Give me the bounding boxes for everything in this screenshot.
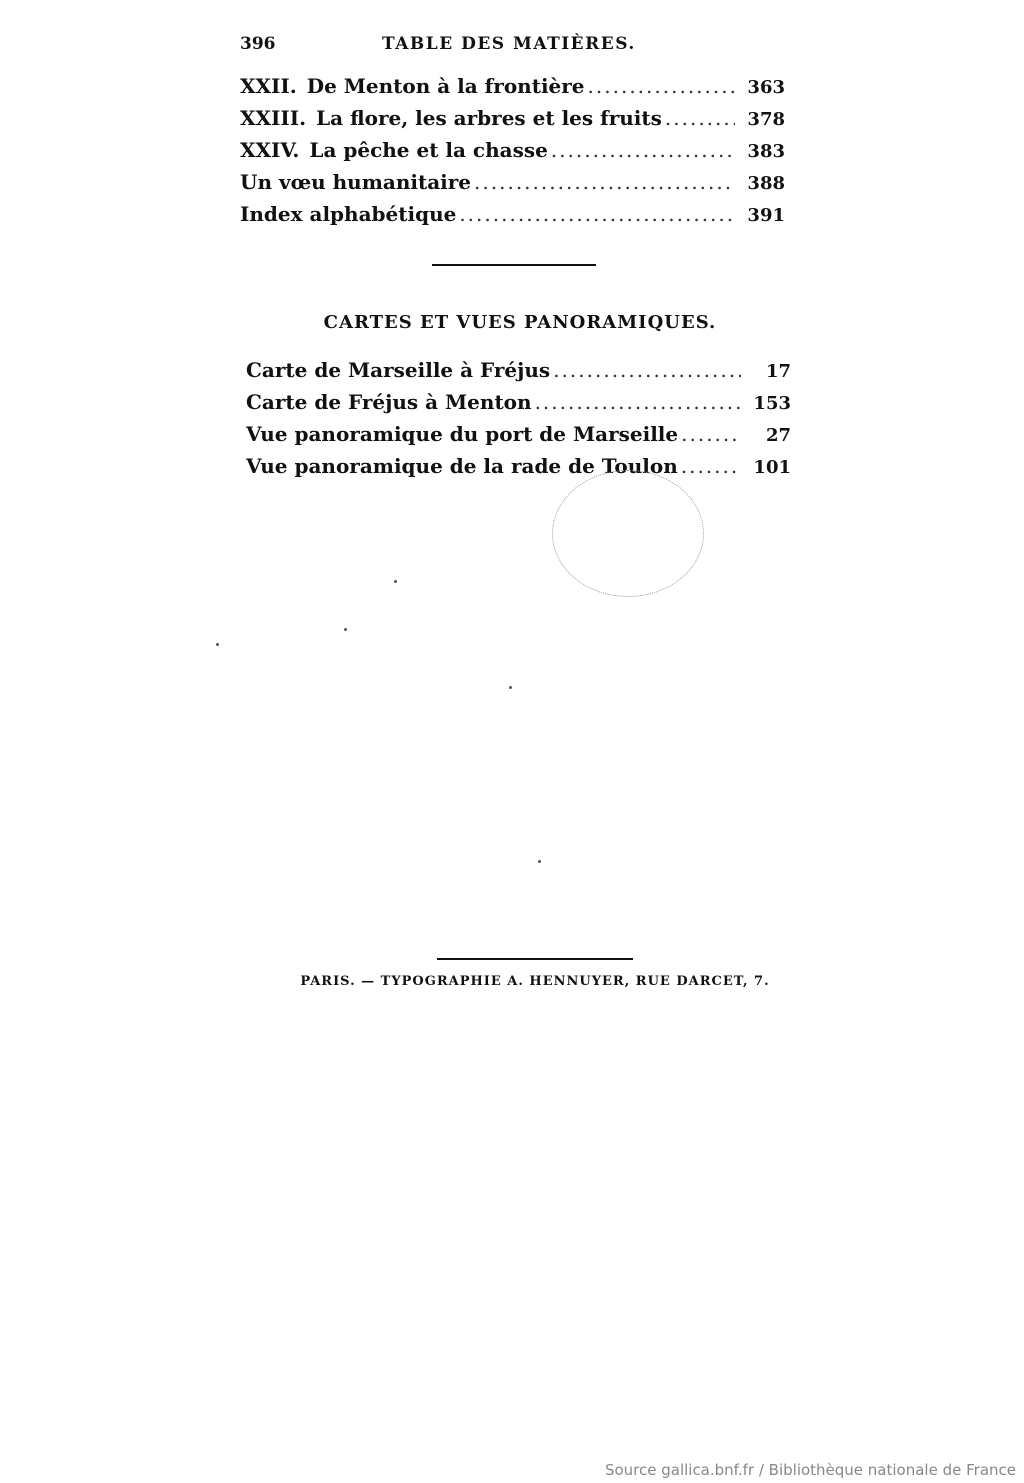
toc-entry xyxy=(240,106,785,138)
toc-entry xyxy=(240,170,785,202)
dot-leader xyxy=(535,390,741,414)
map-title: Vue panoramique de la rade de Toulon xyxy=(246,454,678,478)
toc-entry xyxy=(240,74,785,106)
map-title: Vue panoramique du port de Marseille xyxy=(246,422,679,446)
page-number: 396 xyxy=(240,34,276,54)
imprint-rule xyxy=(437,958,633,960)
running-title: TABLE DES MATIÈRES. xyxy=(382,34,636,54)
chapter-title: De Menton à la frontière xyxy=(306,74,585,98)
map-title: Carte de Marseille à Fréjus xyxy=(246,358,551,382)
chapter-title: Index alphabétique xyxy=(240,202,457,226)
dot-leader xyxy=(459,202,735,226)
map-title: Carte de Fréjus à Menton xyxy=(246,390,532,414)
chapter-title: Un vœu humanitaire xyxy=(240,170,472,194)
dot-leader xyxy=(681,422,741,446)
library-stamp xyxy=(552,470,704,597)
print-speck xyxy=(538,860,541,863)
toc-entry xyxy=(246,454,791,486)
print-speck xyxy=(216,643,219,646)
section-heading: CARTES ET VUES PANORAMIQUES. xyxy=(323,312,717,333)
chapter-title: La flore, les arbres et les fruits xyxy=(316,106,662,130)
dot-leader xyxy=(588,74,735,98)
dot-leader xyxy=(681,454,741,478)
toc-entry xyxy=(240,138,785,170)
dot-leader xyxy=(553,358,741,382)
printer-imprint: PARIS. — TYPOGRAPHIE A. HENNUYER, RUE DARCET, 7. xyxy=(300,974,770,989)
toc-entry xyxy=(246,422,791,454)
dot-leader xyxy=(665,106,735,130)
maps-list xyxy=(246,358,791,486)
chapter-number: XXIV. xyxy=(240,138,300,162)
chapter-page: 383 xyxy=(747,141,785,162)
print-speck xyxy=(344,628,347,631)
chapter-number: XXII. xyxy=(240,74,297,98)
chapter-list xyxy=(240,74,785,234)
chapter-page: 391 xyxy=(747,205,785,226)
chapter-title: La pêche et la chasse xyxy=(309,138,548,162)
print-speck xyxy=(394,580,397,583)
print-speck xyxy=(509,686,512,689)
section-divider xyxy=(432,264,596,266)
chapter-page: 363 xyxy=(747,77,785,98)
map-page: 153 xyxy=(753,393,791,414)
map-page: 17 xyxy=(765,361,791,382)
toc-entry xyxy=(246,358,791,390)
toc-entry xyxy=(240,202,785,234)
dot-leader xyxy=(474,170,735,194)
dot-leader xyxy=(551,138,735,162)
map-page: 101 xyxy=(753,457,791,478)
toc-entry xyxy=(246,390,791,422)
chapter-page: 388 xyxy=(747,173,785,194)
page-header xyxy=(240,34,640,58)
chapter-page: 378 xyxy=(747,109,785,130)
map-page: 27 xyxy=(765,425,791,446)
source-credit: Source gallica.bnf.fr / Bibliothèque nationale de France xyxy=(604,1461,1016,1479)
chapter-number: XXIII. xyxy=(240,106,307,130)
